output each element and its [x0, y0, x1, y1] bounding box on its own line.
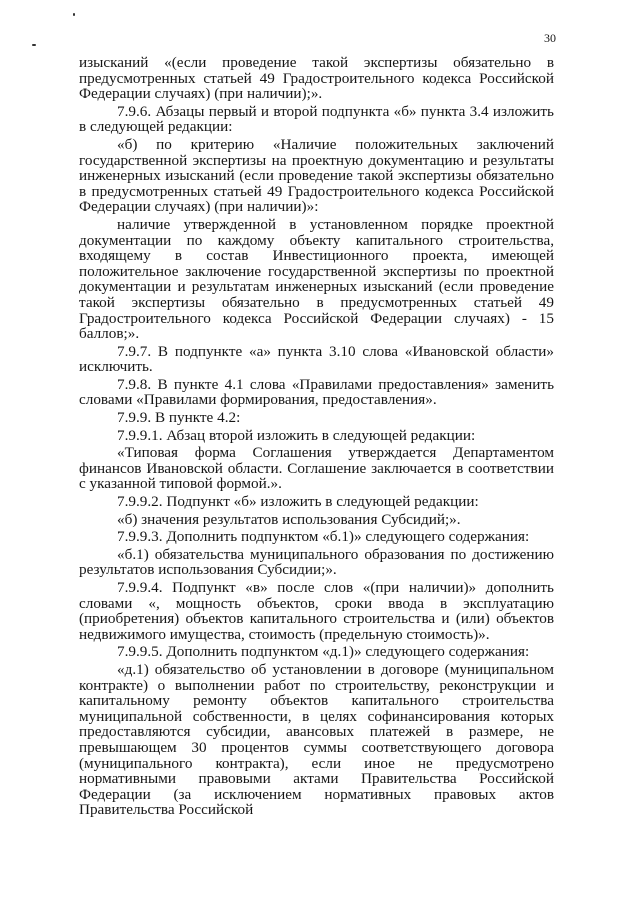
paragraph: 7.9.8. В пункте 4.1 слова «Правилами предоставления» заменить словами «Правилами формирования, предоставления».	[79, 375, 554, 409]
paragraph: «д.1) обязательство об установлении в договоре (муниципальном контракте) о выполнении работ по строительству, реконструкции и капитальному ремонту объектов капитального строительства муниципальной собственности, в целях софинансирования которых предоставляются субсидии, авансовых платежей в размере, не превышающем 30 процентов суммы соответствующего договора (муниципального контракта), если иное не предусмотрено нормативными правовыми актами Правительства Российской Федерации (за исключением нормативных правовых актов Правительства Российской	[79, 660, 554, 819]
paragraph: 7.9.9.1. Абзац второй изложить в следующей редакции:	[117, 426, 476, 444]
document-body	[79, 55, 554, 818]
paragraph: «б) значения результатов использования Субсидий;».	[117, 510, 461, 528]
paragraph: 7.9.9.4. Подпункт «в» после слов «(при наличии)» дополнить словами «, мощность объектов, сроки ввода в эксплуатацию (приобретения) объектов капитального строительства и (или) объектов недвижимого имущества, стоимость (предельную стоимость)».	[79, 579, 554, 643]
paragraph: 7.9.9.5. Дополнить подпунктом «д.1)» следующего содержания:	[117, 643, 530, 661]
page-number: 30	[544, 31, 556, 45]
paragraph: 7.9.9. В пункте 4.2:	[117, 409, 241, 427]
paragraph: 7.9.7. В подпункте «а» пункта 3.10 слова «Ивановской области» исключить.	[79, 342, 554, 376]
paragraph: наличие утвержденной в установленном порядке проектной документации по каждому объекту капитального строительства, входящему в состав Инвестиционного проекта, имеющей положительное заключение государственной экспертизы по проектной документации и результатам инженерных изысканий (если проведение такой экспертизы обязательно в предусмотренных статьей 49 Градостроительного кодекса Российской Федерации случаях) - 15 баллов;».	[79, 215, 554, 343]
paragraph: «Типовая форма Соглашения утверждается Департаментом финансов Ивановской области. Соглашение заключается в соответствии с указанной типовой формой.».	[79, 444, 554, 493]
paragraph: 7.9.6. Абзацы первый и второй подпункта «б» пункта 3.4 изложить в следующей редакции:	[79, 102, 554, 136]
paragraph: «б) по критерию «Наличие положительных заключений государственной экспертизы на проектную документацию и результаты инженерных изысканий (если проведение такой экспертизы обязательно в предусмотренных статьей 49 Градостроительного кодекса Российской Федерации случаях) (при наличии)»:	[79, 135, 554, 216]
scan-speck	[32, 44, 36, 46]
scan-speck	[73, 13, 75, 16]
paragraph: изысканий «(если проведение такой экспертизы обязательно в предусмотренных статьей 49 Градостроительного кодекса Российской Федерации случаях) (при наличии);».	[79, 54, 554, 103]
paragraph: «б.1) обязательства муниципального образования по достижению результатов использования Субсидии;».	[79, 545, 554, 579]
paragraph: 7.9.9.2. Подпункт «б» изложить в следующей редакции:	[117, 493, 479, 511]
paragraph: 7.9.9.3. Дополнить подпунктом «б.1)» следующего содержания:	[117, 528, 530, 546]
